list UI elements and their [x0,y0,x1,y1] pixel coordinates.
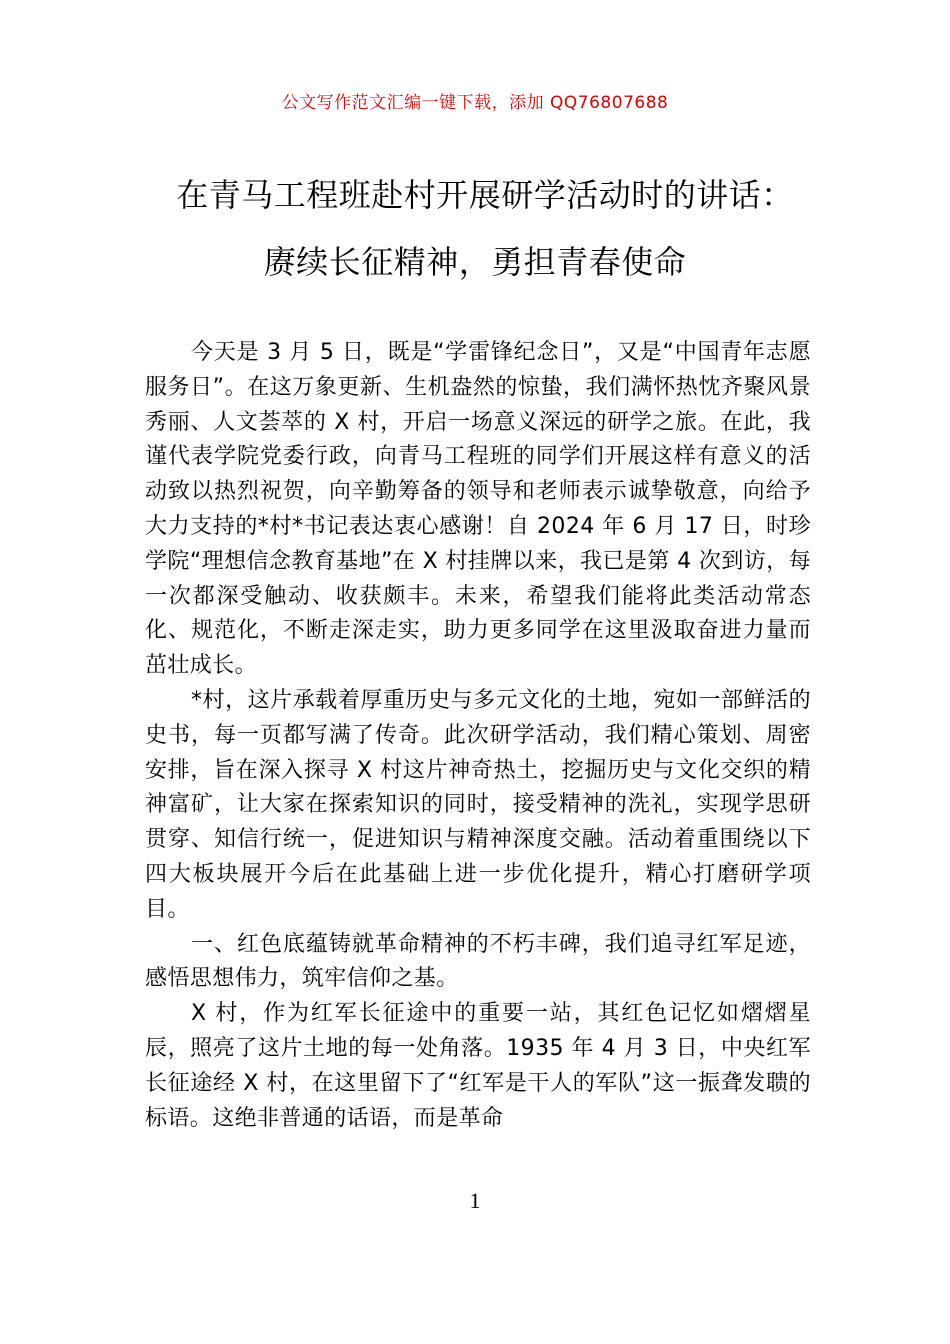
title-line-2: 赓续长征精神，勇担青春使命 [263,243,687,281]
title-line-1: 在青马工程班赴村开展研学活动时的讲话： [176,176,794,214]
promo-banner: 公文写作范文汇编一键下载，添加 QQ76807688 [281,93,669,113]
paragraph-3: 一、红色底蕴铸就革命精神的不朽丰碑，我们追寻红军足迹，感悟思想伟力，筑牢信仰之基。 [145,931,811,992]
paragraph-1: 今天是 3 月 5 日，既是“学雷锋纪念日”，又是“中国青年志愿服务日”。在这万象更新、生机盎然的惊蛰，我们满怀热忱齐聚风景秀丽、人文荟萃的 X 村，开启一场意义深远的研学之旅。在此，我谨代表学院党委行政，向青马工程班的同学们开展这样有意义的活动致以热烈祝贺，向辛勤筹备的领导和老师表示诚挚敬意，向给予大力支持的*村*书记表达衷心感谢！自 2024 年 6 月 17 日，时珍学院“理想信念教育基地”在 X 村挂牌以来，我已是第 4 次到访，每一次都深受触动、收获颇丰。未来，希望我们能将此类活动常态化、规范化，不断走深走实，助力更多同学在这里汲取奋进力量而茁壮成长。 [145,340,811,679]
paragraph-2: *村，这片承载着厚重历史与多元文化的土地，宛如一部鲜活的史书，每一页都写满了传奇。此次研学活动，我们精心策划、周密安排，旨在深入探寻 X 村这片神奇热土，挖掘历史与文化交织的精神富矿，让大家在探索知识的同时，接受精神的洗礼，实现学思研贯穿、知信行统一，促进知识与精神深度交融。活动着重围绕以下四大板块展开今后在此基础上进一步优化提升，精心打磨研学项目。 [145,687,811,922]
paragraph-4: X 村，作为红军长征途中的重要一站，其红色记忆如熠熠星辰，照亮了这片土地的每一处角落。1935 年 4 月 3 日，中央红军长征途经 X 村，在这里留下了“红军是干人的军队”这一振聋发聩的标语。这绝非普通的话语，而是革命 [145,1001,811,1131]
document-body [145,336,811,1136]
page-number: 1 [469,1188,481,1213]
